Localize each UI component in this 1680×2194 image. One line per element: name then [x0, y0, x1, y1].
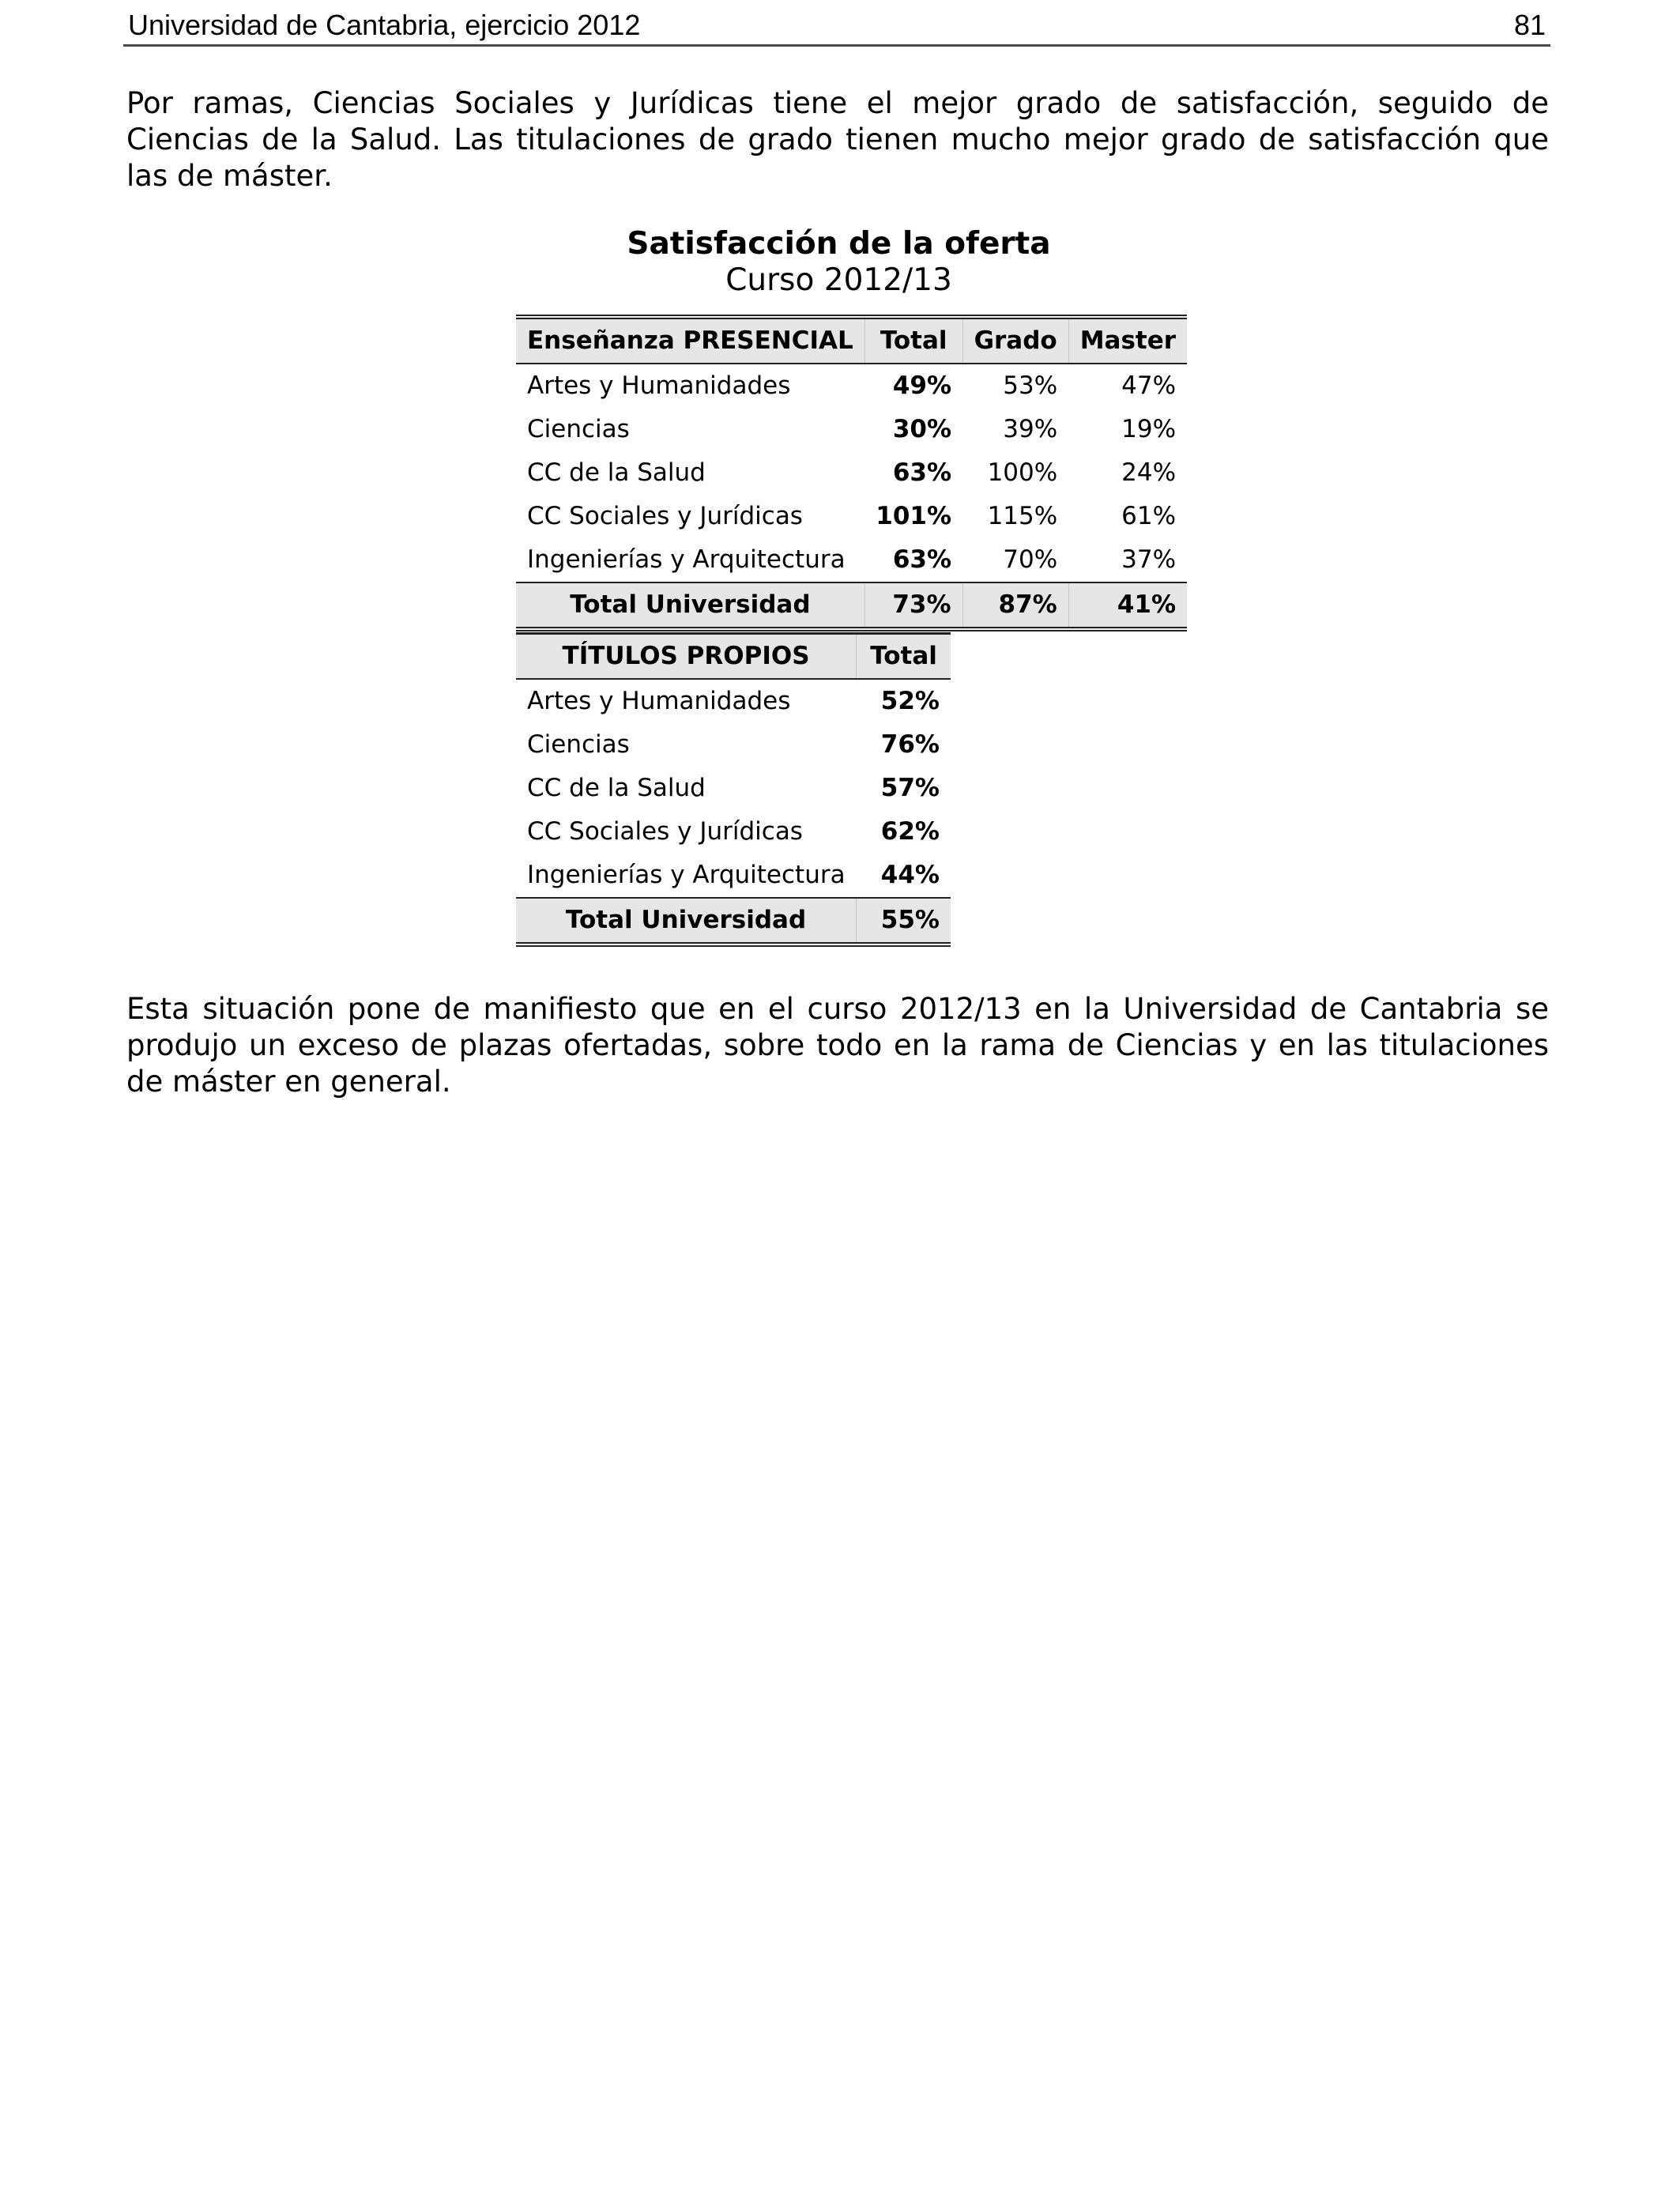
table-row [516, 854, 951, 898]
cell-total: 63% [892, 545, 952, 574]
total-master: 41% [1068, 582, 1187, 629]
page-number: 81 [1513, 9, 1546, 41]
cell-total: 62% [880, 817, 940, 846]
table-row [516, 723, 951, 767]
titulos-propios-table [516, 632, 951, 947]
table-row [516, 767, 951, 810]
row-label: CC Sociales y Jurídicas [527, 817, 803, 846]
row-label: Ingenierías y Arquitectura [527, 545, 846, 574]
column-header: Total [864, 317, 962, 364]
table-row [516, 538, 1187, 582]
cell-master: 61% [1121, 502, 1177, 530]
cell-grado: 115% [987, 502, 1058, 530]
row-label: Artes y Humanidades [527, 371, 791, 400]
total-label: Total Universidad [516, 898, 857, 944]
column-header: Grado [962, 317, 1068, 364]
table-caption [516, 226, 1162, 299]
cell-grado: 70% [1003, 545, 1058, 574]
column-header: Total [857, 634, 951, 680]
total-total: 55% [857, 898, 951, 944]
propios-header-row [516, 634, 951, 680]
row-label: Ciencias [527, 415, 630, 443]
intro-paragraph: Por ramas, Ciencias Sociales y Jurídicas tiene el mejor grado de satisfacción, seguido de Ciencias de la Salud. Las titulaciones de grado tienen mucho mejor grado de satisfacción que las de máster. [126, 86, 1549, 193]
total-row [516, 898, 951, 944]
cell-total: 44% [880, 861, 940, 889]
row-label: CC Sociales y Jurídicas [527, 502, 803, 530]
cell-total: 101% [876, 502, 952, 530]
cell-master: 37% [1121, 545, 1177, 574]
closing-paragraph: Esta situación pone de manifiesto que en el curso 2012/13 en la Universidad de Cantabria se produjo un exceso de plazas ofertadas, sobre todo en la rama de Ciencias y en las titulaciones de máster en general. [126, 992, 1549, 1099]
cell-total: 63% [892, 458, 952, 487]
table-row [516, 408, 1187, 451]
cell-total: 30% [892, 415, 952, 443]
cell-total: 49% [892, 371, 952, 400]
table-row [516, 364, 1187, 408]
column-header: Enseñanza PRESENCIAL [516, 317, 864, 364]
row-label: CC de la Salud [527, 458, 706, 487]
presencial-table [516, 315, 1187, 631]
cell-total: 76% [880, 730, 940, 759]
cell-grado: 53% [1003, 371, 1058, 400]
column-header: TÍTULOS PROPIOS [516, 634, 857, 680]
table-row [516, 810, 951, 854]
page-header [123, 6, 1550, 47]
row-label: Ingenierías y Arquitectura [527, 861, 846, 889]
cell-grado: 39% [1003, 415, 1058, 443]
total-row [516, 582, 1187, 629]
presencial-header-row [516, 317, 1187, 364]
row-label: Artes y Humanidades [527, 687, 791, 715]
cell-total: 52% [880, 687, 940, 715]
table-subtitle: Curso 2012/13 [725, 262, 952, 298]
cell-master: 24% [1121, 458, 1177, 487]
table-row [516, 679, 951, 723]
cell-master: 19% [1121, 415, 1177, 443]
header-title: Universidad de Cantabria, ejercicio 2012 [128, 9, 641, 41]
total-grado: 87% [962, 582, 1068, 629]
cell-master: 47% [1121, 371, 1177, 400]
cell-total: 57% [880, 774, 940, 802]
row-label: Ciencias [527, 730, 630, 759]
total-label: Total Universidad [516, 582, 864, 629]
cell-grado: 100% [987, 458, 1058, 487]
column-header: Master [1068, 317, 1187, 364]
row-label: CC de la Salud [527, 774, 706, 802]
table-row [516, 495, 1187, 538]
table-title: Satisfacción de la oferta [627, 226, 1051, 262]
total-total: 73% [864, 582, 962, 629]
table-row [516, 451, 1187, 495]
